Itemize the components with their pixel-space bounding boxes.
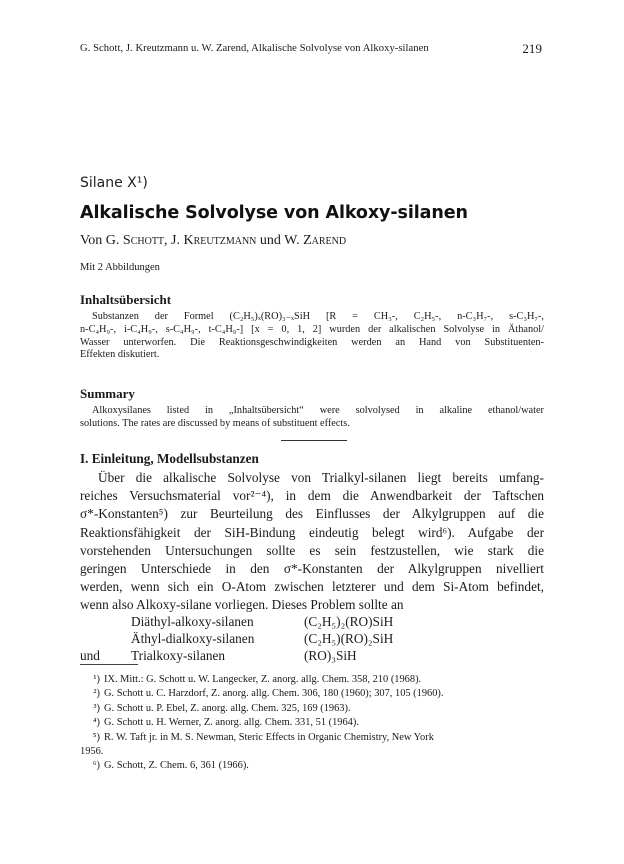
running-head (80, 43, 542, 54)
summary-line: Alkoxysilanes listed in „Inhaltsübersicht“ were solvolysed in alkaline ethanol/water (92, 405, 544, 416)
footnote-text: G. Schott u. H. Werner, Z. anorg. allg. Chem. 331, 51 (1964). (104, 717, 359, 729)
compound-list (80, 613, 544, 664)
summary-abstract (80, 405, 544, 431)
compound-row (80, 630, 544, 647)
author-kreutzmann: Kreutzmann (183, 233, 257, 248)
compound-formula: (RO)₃SiH (304, 648, 357, 663)
footnote-text: G. Schott u. P. Ebel, Z. anorg. allg. Chem. 325, 169 (1963). (104, 702, 351, 714)
compound-formula: (C₂H₅)(RO)₂SiH (304, 631, 394, 646)
body-line: vorstehenden Untersuchungen sollte es sein festzustellen, wie stark die (80, 542, 544, 558)
section-body (80, 469, 544, 615)
section-heading: I. Einleitung, Modellsubstanzen (80, 451, 259, 466)
author-zarend: Zarend (303, 233, 347, 248)
inhalt-line: Wasser unterworfen. Die Reaktionsgeschwindigkeiten werden an Hand von Substituenten- (80, 336, 544, 348)
body-line: Über die alkalische Solvolyse von Trialkyl-silanen liegt bereits umfang- (98, 470, 544, 485)
inhalt-abstract (80, 311, 544, 362)
footnote-text: G. Schott u. C. Harzdorf, Z. anorg. allg. Chem. 306, 180 (1960); 307, 105 (1960). (104, 688, 444, 700)
footnote-mark: ⁶) (92, 760, 100, 772)
footnote (80, 759, 544, 773)
summary-line: solutions. The rates are discussed by means of substituent effects. (80, 417, 350, 429)
compound-name: Trialkoxy-silanen (131, 648, 226, 663)
body-line: Reaktionsfähigkeit der SiH-Bindung eindeutig belegt wird⁶). Aufgabe der (80, 524, 544, 540)
footnotes (80, 673, 544, 774)
inhalt-heading: Inhaltsübersicht (80, 292, 172, 307)
compound-formula: (C₂H₅)₂(RO)SiH (304, 614, 394, 629)
footnote-continuation (80, 745, 544, 759)
running-head-text: G. Schott, J. Kreutzmann u. W. Zarend, Alkalische Solvolyse von Alkoxy-silanen (80, 43, 429, 54)
footnote (80, 731, 544, 745)
footnote (80, 673, 544, 687)
body-line: σ*-Konstanten⁵) zur Beurteilung des Einflusses der Alkylgruppen auf die (80, 506, 544, 522)
summary-heading: Summary (80, 386, 135, 401)
body-line: reiches Versuchsmaterial vor²⁻⁴), in dem die Anwendbarkeit der Taftschen (80, 488, 544, 504)
footnote-text: R. W. Taft jr. in M. S. Newman, Steric Effects in Organic Chemistry, New York (104, 731, 434, 743)
footnote-mark: ³) (93, 702, 100, 714)
inhalt-line: n-C₄H₉-, i-C₄H₉-, s-C₄H₉-, t-C₄H₉-] [x = 0, 1, 2] wurden der alkalischen Solvolyse in Äthanol/ (80, 323, 544, 335)
page-number: 219 (522, 41, 542, 56)
footnote-mark: ⁴) (92, 717, 100, 729)
author-line (80, 233, 346, 249)
series-label: Silane X¹) (80, 175, 148, 191)
author-prefix: Von G. (80, 233, 123, 248)
figures-note: Mit 2 Abbildungen (80, 262, 160, 273)
footnote-text: IX. Mitt.: G. Schott u. W. Langecker, Z. anorg. allg. Chem. 358, 210 (1968). (104, 674, 422, 685)
compound-name: Diäthyl-alkoxy-silanen (131, 614, 254, 629)
author-sep-1: , J. (164, 233, 184, 248)
inhalt-line: Substanzen der Formel (C₂H₅)ₓ(RO)₃₋ₓSiH [R = CH₃-, C₂H₅-, n-C₃H₇-, s-C₃H₇-, (92, 311, 544, 322)
compound-name: Äthyl-dialkoxy-silanen (131, 631, 255, 646)
footnote-text: 1956. (80, 746, 104, 758)
footnote (80, 716, 544, 730)
author-sep-2: und W. (256, 233, 304, 248)
footnote-rule (80, 664, 138, 665)
article-title: Alkalische Solvolyse von Alkoxy-silanen (80, 203, 468, 223)
compound-row (80, 647, 544, 664)
footnote (80, 702, 544, 716)
body-line: wenn also Alkoxy-silane vorliegen. Dieses Problem sollte an (80, 597, 404, 613)
compound-prefix: und (80, 648, 100, 663)
compound-row (80, 613, 544, 630)
body-line: geringen Unterschiede in den σ*-Konstanten der Alkylgruppen nivelliert (80, 561, 544, 577)
footnote-mark: ²) (93, 688, 100, 700)
footnote-mark: ¹) (93, 674, 100, 685)
footnote-text: G. Schott, Z. Chem. 6, 361 (1966). (104, 760, 249, 772)
body-line: werden, wenn sich ein O-Atom zwischen letzterer und dem Si-Atom befindet, (80, 579, 544, 595)
footnote-mark: ⁵) (92, 731, 100, 743)
inhalt-line: Effekten diskutiert. (80, 349, 160, 361)
separator-rule (281, 440, 347, 441)
footnote (80, 687, 544, 701)
author-schott: Schott (122, 233, 165, 248)
